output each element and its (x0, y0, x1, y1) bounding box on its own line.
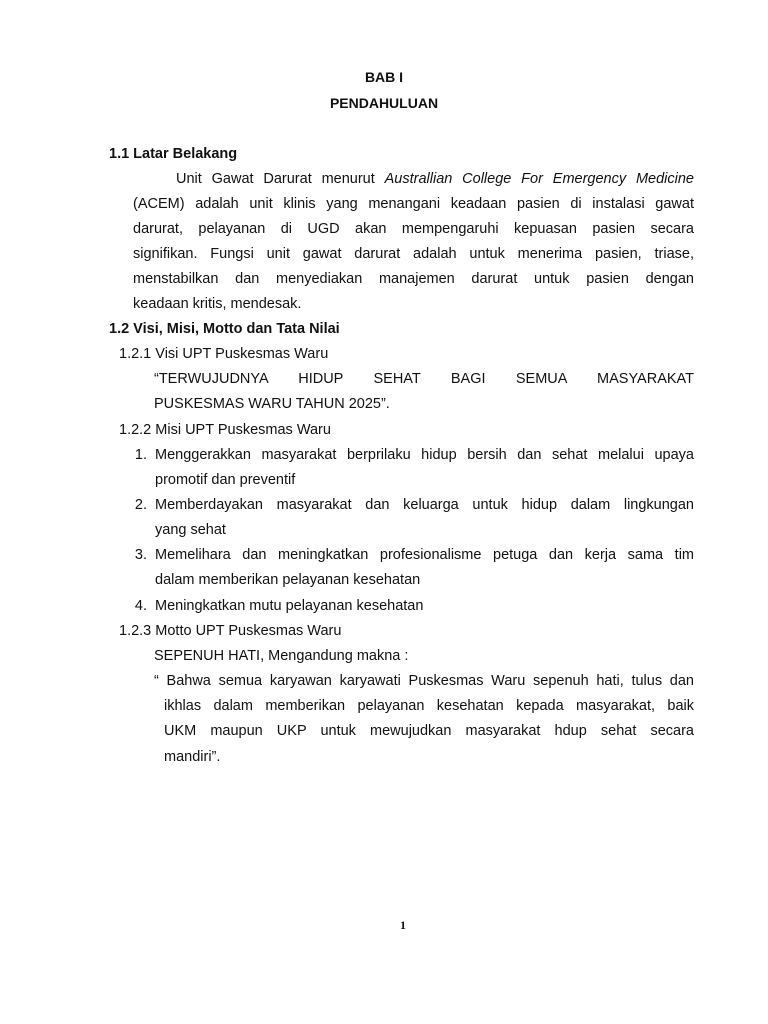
paragraph-line: darurat, pelayanan di UGD akan mempengaruhi kepuasan pasien secara (133, 221, 694, 237)
list-number: 1. (134, 447, 147, 463)
list-number: 4. (134, 598, 147, 614)
motto-line: ikhlas dalam memberikan pelayanan kesehatan kepada masyarakat, baik (164, 698, 694, 714)
chapter-label: BAB I (364, 69, 404, 85)
section-heading-latar-belakang: 1.1 Latar Belakang (109, 146, 238, 162)
visi-line: PUSKESMAS WARU TAHUN 2025”. (154, 396, 390, 412)
list-item-line: dalam memberikan pelayanan kesehatan (155, 572, 421, 588)
chapter-title: PENDAHULUAN (329, 95, 439, 111)
motto-line: mandiri”. (164, 749, 221, 765)
motto-line: UKM maupun UKP untuk mewujudkan masyarakat hdup sehat secara (164, 723, 694, 739)
visi-line: “TERWUJUDNYA HIDUP SEHAT BAGI SEMUA MASYARAKAT (154, 371, 694, 387)
list-item-line: Meningkatkan mutu pelayanan kesehatan (155, 598, 424, 614)
page-number: 1 (400, 918, 406, 932)
list-number: 3. (134, 547, 147, 563)
paragraph-line: keadaan kritis, mendesak. (133, 296, 302, 312)
section-heading-visi-misi: 1.2 Visi, Misi, Motto dan Tata Nilai (109, 321, 340, 337)
paragraph-line: (ACEM) adalah unit klinis yang menangani keadaan pasien di instalasi gawat (133, 196, 694, 212)
list-item-line: yang sehat (155, 522, 226, 538)
paragraph-line: menstabilkan dan menyediakan manajemen darurat untuk pasien dengan (133, 271, 694, 287)
list-item-line: Memelihara dan meningkatkan profesionalisme petuga dan kerja sama tim (155, 547, 694, 563)
subsection-heading-motto: 1.2.3 Motto UPT Puskesmas Waru (119, 623, 342, 639)
list-item-line: Memberdayakan masyarakat dan keluarga untuk hidup dalam lingkungan (155, 497, 694, 513)
paragraph-line: signifikan. Fungsi unit gawat darurat adalah untuk menerima pasien, triase, (133, 246, 694, 262)
list-item-line: Menggerakkan masyarakat berprilaku hidup bersih dan sehat melalui upaya (155, 447, 694, 463)
motto-intro: SEPENUH HATI, Mengandung makna : (154, 648, 409, 664)
subsection-heading-visi: 1.2.1 Visi UPT Puskesmas Waru (119, 346, 329, 362)
motto-line: “ Bahwa semua karyawan karyawati Puskesmas Waru sepenuh hati, tulus dan (154, 673, 694, 689)
paragraph-line: Unit Gawat Darurat menurut Australlian College For Emergency Medicine (176, 171, 694, 187)
list-item-line: promotif dan preventif (155, 472, 296, 488)
list-number: 2. (134, 497, 147, 513)
subsection-heading-misi: 1.2.2 Misi UPT Puskesmas Waru (119, 422, 331, 438)
